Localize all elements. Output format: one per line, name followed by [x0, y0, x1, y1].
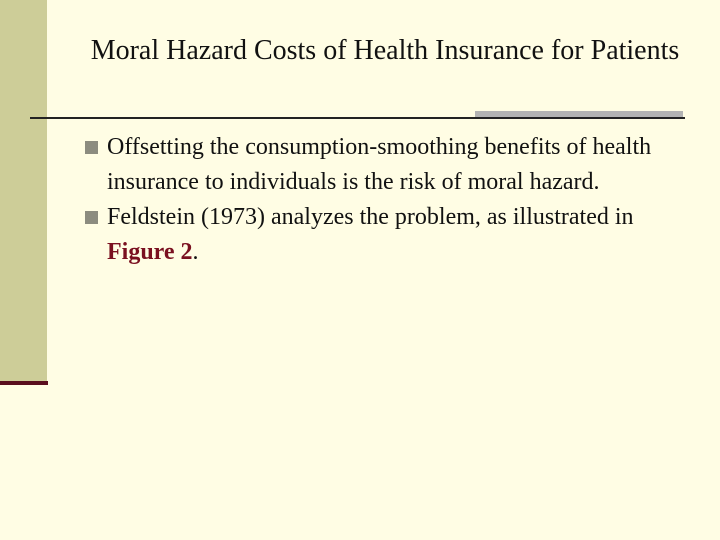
- square-bullet-icon: [85, 141, 98, 154]
- sidebar-decoration: [0, 0, 47, 383]
- bullet-text: Feldstein (1973) analyzes the problem, as illustrated in: [107, 204, 634, 230]
- bullet-item: [85, 200, 685, 270]
- bullet-text: Offsetting the consumption-smoothing benefits of health insurance to individuals is the risk of moral hazard.: [107, 134, 652, 195]
- slide-title: Moral Hazard Costs of Health Insurance for Patients: [90, 35, 680, 66]
- figure-2-link[interactable]: Figure 2: [107, 239, 193, 265]
- title-rule: [30, 117, 685, 119]
- bullet-list: [85, 130, 685, 270]
- sidebar-bottom-rule: [0, 381, 48, 385]
- bullet-item: [85, 130, 685, 200]
- bullet-text-end: .: [192, 239, 199, 265]
- square-bullet-icon: [85, 211, 98, 224]
